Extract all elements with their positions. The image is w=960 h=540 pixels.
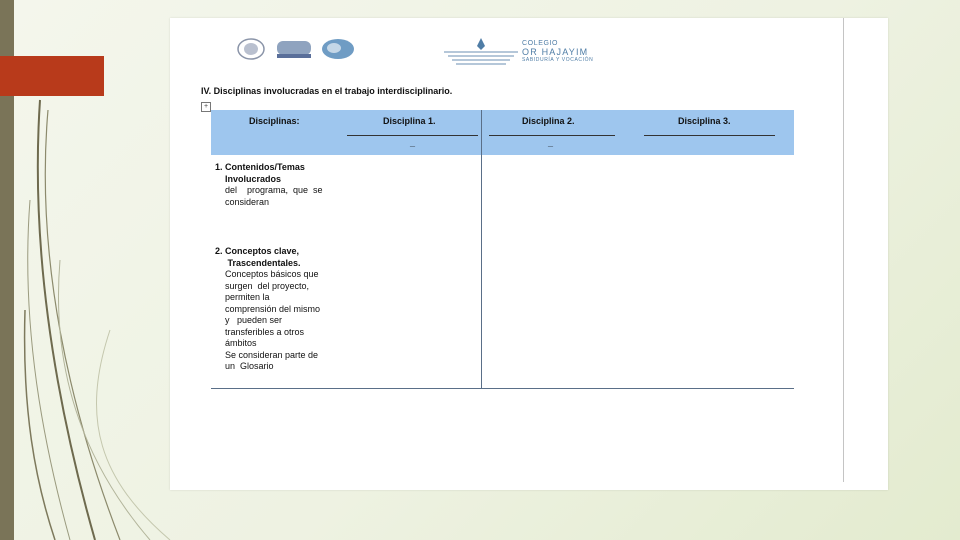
column-divider [481,110,482,389]
table-bottom-border [211,388,794,389]
blank-line-1 [347,135,478,136]
disciplines-table [211,110,794,390]
blank-mark-2: _ [548,138,554,148]
header-disciplina-3: Disciplina 3. [678,116,731,126]
row-2-detail-line-9: un Glosario [215,361,274,371]
row-1-title-line-1: 1. Contenidos/Temas [215,162,305,172]
header-disciplinas: Disciplinas: [249,116,300,126]
row-2-detail-line-2: surgen del proyecto, [215,280,310,291]
table-move-handle-icon[interactable]: + [201,102,211,112]
row-1-detail-line-1: del programa, que se [215,185,323,195]
row-conceptos [215,246,320,373]
row-2-detail-line-4: comprensión del mismo [215,303,321,314]
row-1-detail-line-2: consideran [215,196,270,207]
document-page [170,18,888,490]
colegio-tagline: SABIDURÍA Y VOCACIÓN [522,57,594,63]
row-2-detail-line-1: Conceptos básicos que [215,269,319,279]
row-2-detail-line-7: ámbitos [215,338,257,348]
section-title: IV. Disciplinas involucradas en el trabajo interdisciplinario. [201,86,453,96]
colegio-logo-text [522,40,594,64]
page-margin-rule [843,18,844,482]
blank-line-3 [644,135,775,136]
slide-red-tab [0,56,104,96]
unam-seal-icon [236,38,266,60]
row-2-title-line-1: 2. Conceptos clave, [215,246,300,256]
colegio-name: OR HAJAYIM [522,47,589,57]
colegio-emblem-icon [444,34,524,70]
si-logo-icon [320,38,356,60]
colegio-label: COLEGIO [522,40,559,47]
header-disciplina-2: Disciplina 2. [522,116,575,126]
row-2-title-line-2: Trascendentales. [215,257,301,268]
row-1-title-line-2: Involucrados [215,173,282,184]
row-2-detail-line-6: transferibles a otros [215,326,305,337]
blank-mark-1: _ [410,138,416,148]
row-2-detail-line-5: y pueden ser [215,315,283,325]
row-2-detail-line-8: Se consideran parte de [215,349,319,360]
row-contenidos [215,162,323,208]
blank-line-2 [489,135,615,136]
row-2-detail-line-3: permiten la [215,292,270,302]
anniversary-logo-icon [275,38,315,60]
header-disciplina-1: Disciplina 1. [383,116,436,126]
